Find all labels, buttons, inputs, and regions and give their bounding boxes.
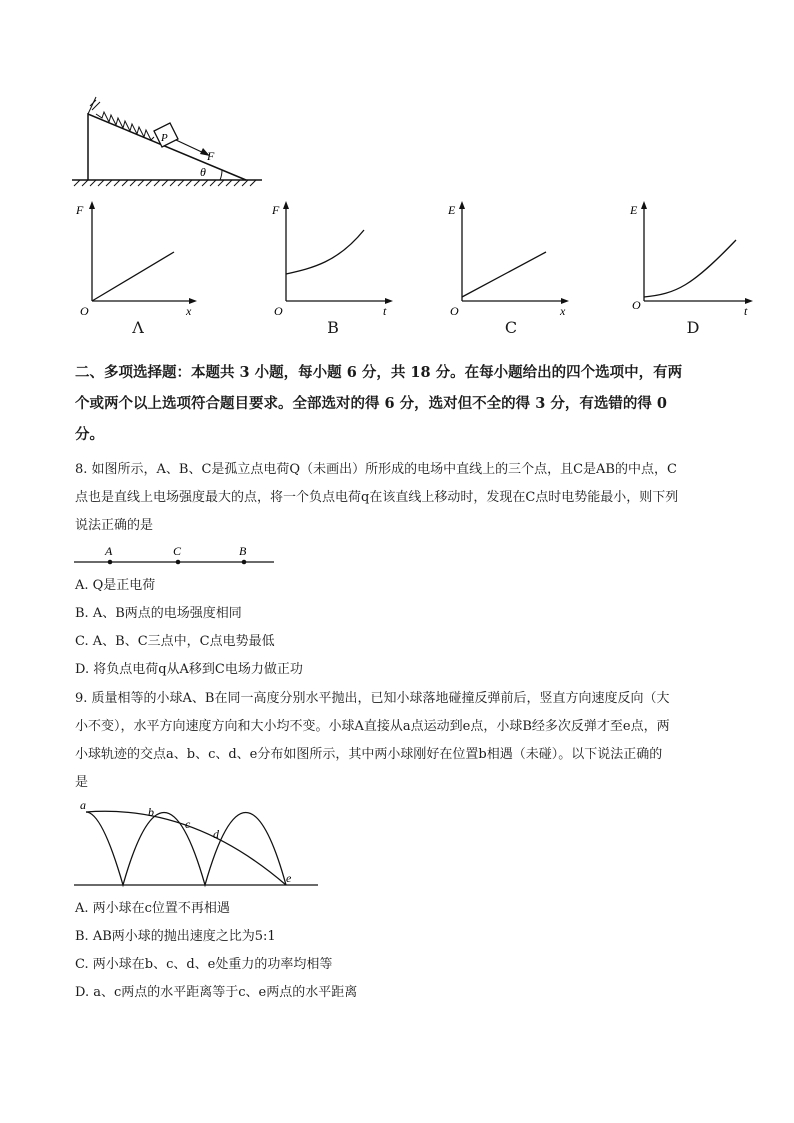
point-b-label: B (239, 544, 247, 558)
q9-stem: 9. 质量相等的小球A、B在同一高度分别水平抛出，已知小球落地碰撞反弹前后，竖直方向速度反向（大 小不变），水平方向速度方向和大小均不变。小球A直接从a点运动到e点，小球B经多次反弹才至e点，两 小球轨迹的交点a、b、c、d、e分布如图所示，其中两小球刚好在位置b相遇（未碰）。以下说法正确的 是 (75, 691, 670, 790)
block-label: P (161, 132, 168, 144)
point-c-label: C (173, 544, 182, 558)
graph-d-caption: D (686, 318, 700, 337)
q8-option-a[interactable]: A. Q是正电荷 (75, 578, 156, 593)
point-c-label: c (185, 817, 191, 831)
point-b-label: b (148, 805, 154, 819)
graph-b-x-label: t (383, 304, 387, 318)
graph-d-x-label: t (744, 304, 748, 318)
graph-a-caption: Λ (132, 318, 144, 337)
point-a-label: a (80, 798, 86, 812)
graph-a-origin: O (80, 304, 89, 318)
graph-b-y-label: F (272, 203, 280, 217)
graph-b (268, 196, 398, 321)
graph-d (626, 196, 758, 321)
q8-option-d[interactable]: D. 将负点电荷q从A移到C电场力做正功 (75, 662, 303, 677)
graph-b-curve (286, 230, 364, 274)
q8-stem: 8. 如图所示，A、B、C是孤立点电荷Q（未画出）所形成的电场中直线上的三个点，且C是AB的中点，C 点也是直线上电场强度最大的点，将一个负点电荷q在该直线上移动时，发现在C点时电势能最小，则下列 说法正确的是 (75, 462, 679, 533)
graph-c-y-label: E (448, 203, 456, 217)
graph-a-x-label: x (186, 304, 192, 318)
q9-option-a[interactable]: A. 两小球在c位置不再相遇 (75, 901, 230, 916)
graph-c-origin: O (450, 304, 459, 318)
q9-option-c[interactable]: C. 两小球在b、c、d、e处重力的功率均相等 (75, 957, 333, 972)
graph-b-caption: B (327, 318, 339, 337)
q9-option-d[interactable]: D. a、c两点的水平距离等于c、e两点的水平距离 (75, 985, 358, 1000)
point-e-label: e (286, 871, 292, 885)
graph-b-origin: O (274, 304, 283, 318)
graph-a (70, 196, 200, 321)
q9-trajectory-figure (72, 796, 322, 892)
incline-figure (70, 92, 270, 190)
q8-line-figure (72, 540, 282, 570)
q9-option-b[interactable]: B. AB两小球的抛出速度之比为5:1 (75, 929, 276, 944)
point-a-label: A (105, 544, 113, 558)
graph-c-line (462, 252, 546, 297)
force-label: F (207, 149, 215, 163)
graph-c-x-label: x (560, 304, 566, 318)
angle-label: θ (200, 165, 206, 179)
graph-c (444, 196, 574, 321)
q8-option-b[interactable]: B. A、B两点的电场强度相同 (75, 606, 242, 621)
section2-heading: 二、多项选择题：本题共 3 小题，每小题 6 分，共 18 分。在每小题给出的四个选项中，有两 个或两个以上选项符合题目要求。全部选对的得 6 分，选对但不全的得 3 分，有选错的得 0 分。 (75, 364, 683, 443)
point-d-label: d (213, 827, 219, 841)
graph-a-y-label: F (76, 203, 84, 217)
graph-d-origin: O (632, 298, 641, 312)
graph-d-curve (644, 240, 736, 297)
graph-d-y-label: E (630, 203, 638, 217)
graph-a-line (92, 252, 174, 301)
q8-option-c[interactable]: C. A、B、C三点中，C点电势最低 (75, 634, 275, 649)
graph-c-caption: C (504, 318, 518, 337)
